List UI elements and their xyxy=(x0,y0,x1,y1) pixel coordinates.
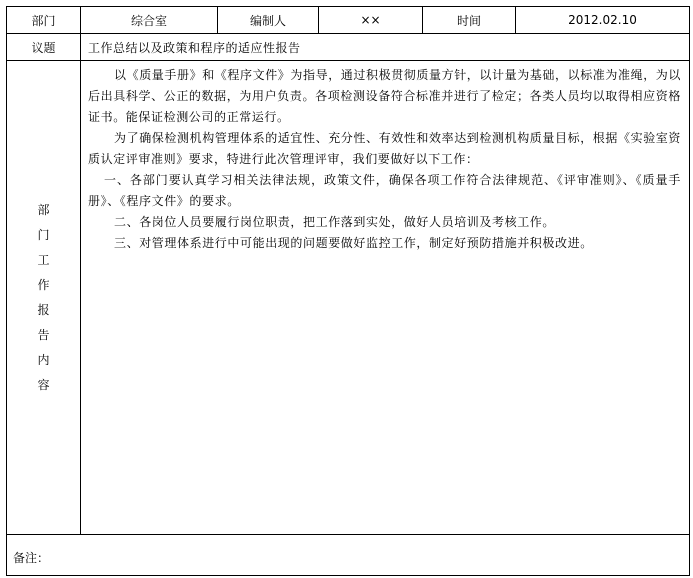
topic-label: 议题 xyxy=(7,34,81,61)
time-value: 2012.02.10 xyxy=(516,7,690,34)
topic-row xyxy=(7,34,690,61)
remarks-label: 备注： xyxy=(13,550,50,565)
report-label-char: 工 xyxy=(37,252,50,267)
report-paragraph-2: 为了确保检测机构管理体系的适宜性、充分性、有效性和效率达到检测机构质量目标，根据《实验室资质认定评审准则》要求，特进行此次管理评审，我们要做好以下工作： xyxy=(88,131,682,166)
report-item-3: 三、对管理体系进行中可能出现的问题要做好监控工作，制定好预防措施并积极改进。 xyxy=(114,236,593,250)
report-label-char: 门 xyxy=(37,227,50,242)
report-label-char: 部 xyxy=(37,202,50,217)
remarks-row xyxy=(7,535,690,576)
report-item-1: 一、各部门要认真学习相关法律法规，政策文件，确保各项工作符合法律规范、《评审准则》、《质量手册》、《程序文件》的要求。 xyxy=(88,173,681,208)
report-item-2: 二、各岗位人员要履行岗位职责，把工作落到实处，做好人员培训及考核工作。 xyxy=(114,215,556,229)
editor-label: 编制人 xyxy=(218,7,319,34)
report-content-label xyxy=(7,61,81,535)
report-label-char: 内 xyxy=(37,352,50,367)
topic-value: 工作总结以及政策和程序的适应性报告 xyxy=(81,34,690,61)
report-row xyxy=(7,61,690,535)
report-label-char: 告 xyxy=(37,327,50,342)
report-content xyxy=(81,61,690,535)
header-row xyxy=(7,7,690,34)
remarks-cell xyxy=(7,535,690,576)
editor-value: ×× xyxy=(319,7,423,34)
report-form-table xyxy=(6,6,690,576)
report-label-char: 报 xyxy=(37,302,50,317)
report-paragraph-1: 以《质量手册》和《程序文件》为指导，通过积极贯彻质量方针，以计量为基础，以标准为准绳，为以后出具科学、公正的数据，为用户负责。各项检测设备符合标准并进行了检定；各类人员均以取得相应资格证书。能保证检测公司的正常运行。 xyxy=(88,68,682,124)
time-label: 时间 xyxy=(423,7,516,34)
report-label-char: 容 xyxy=(37,377,50,392)
report-label-char: 作 xyxy=(37,277,50,292)
dept-value: 综合室 xyxy=(81,7,218,34)
dept-label: 部门 xyxy=(7,7,81,34)
